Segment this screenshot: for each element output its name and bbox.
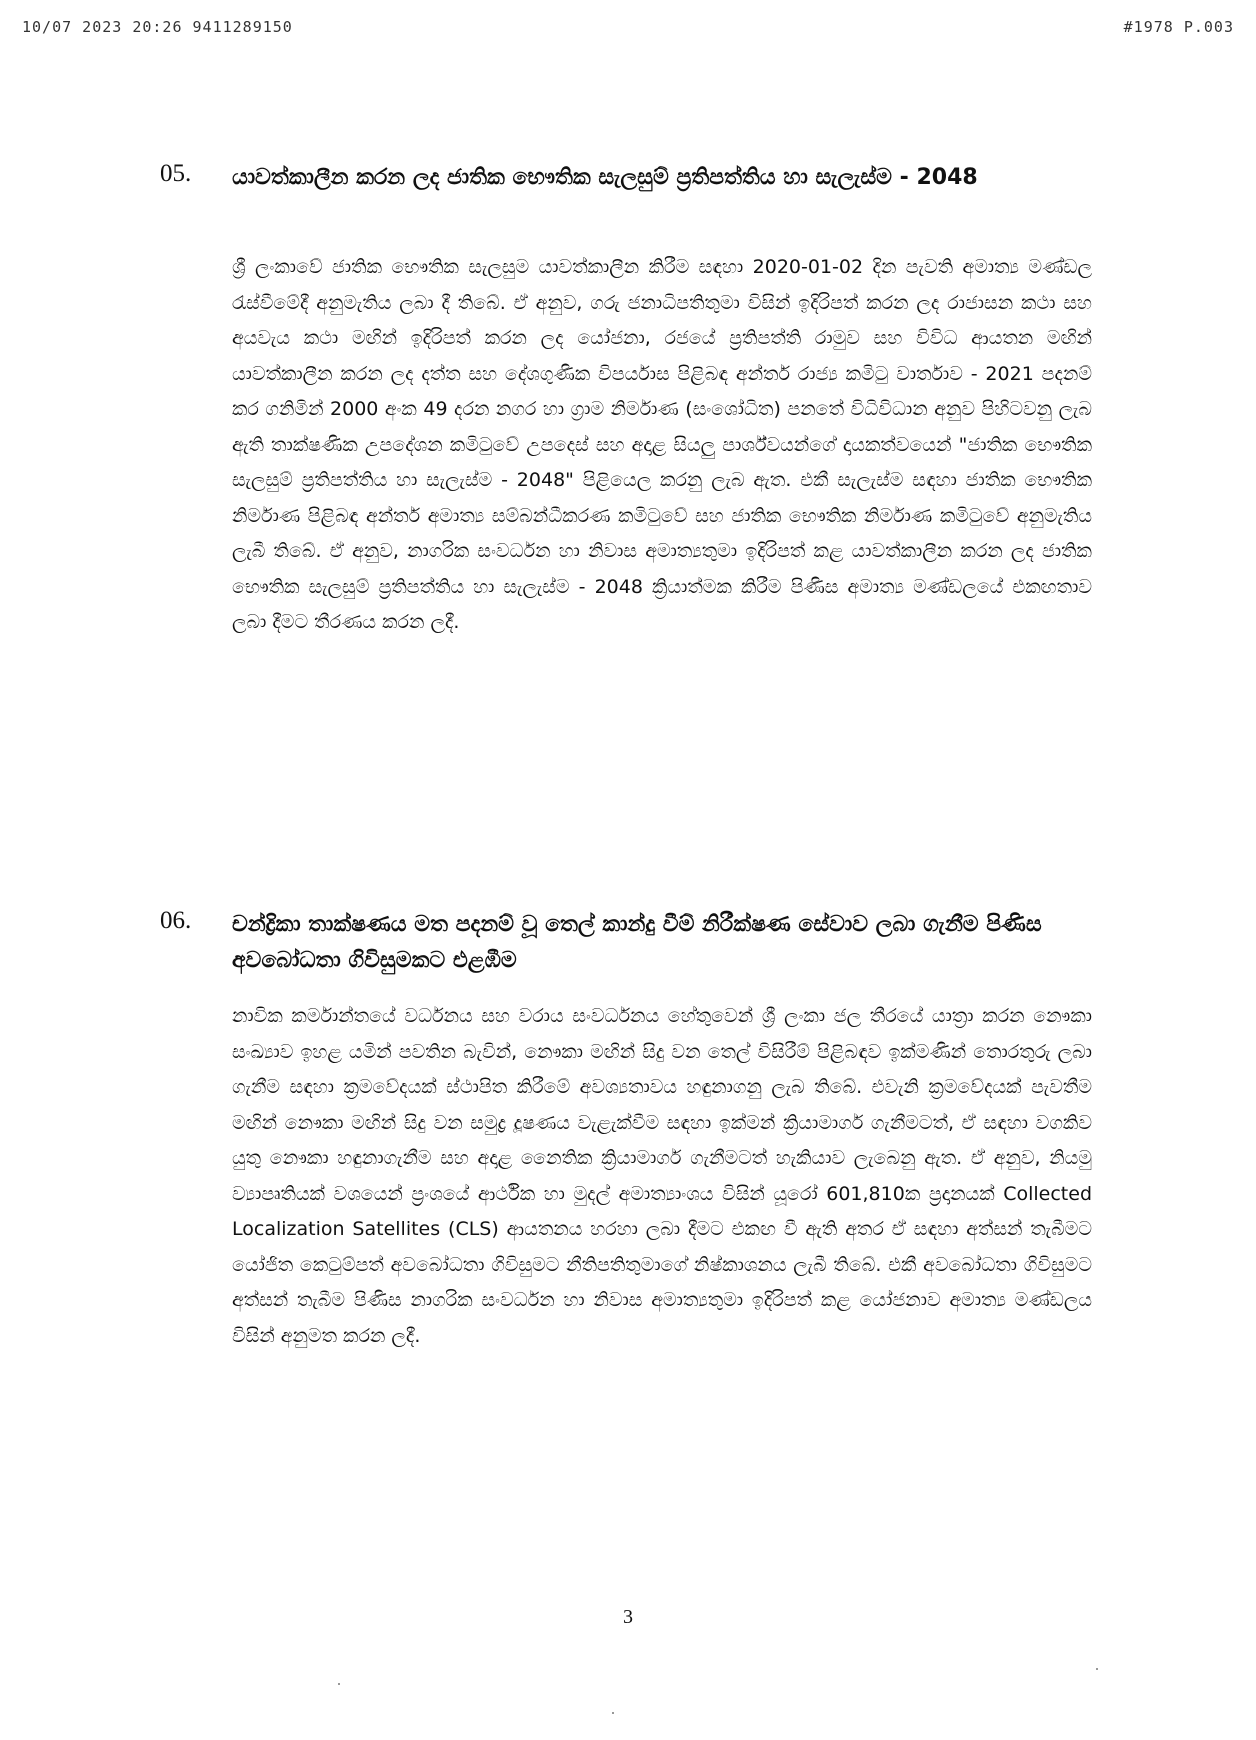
- section-title: චන්ද්‍රිකා තාක්ෂණය මත පදනම් වූ තෙල් කාන්දු වීම් නිරීක්ෂණ සේවාව ලබා ගැනීම පිණිස අවබෝධතා ගිවිසුමකට එළඹීම: [232, 912, 1042, 973]
- fax-header: [22, 18, 1234, 40]
- scan-speck: [612, 1712, 614, 1714]
- fax-timestamp: 10/07 2023 20:26 9411289150: [22, 18, 293, 36]
- section-title: යාවත්කාලීන කරන ලද ජාතික භෞතික සැලසුම් ප්‍රතිපත්තිය හා සැලැස්ම - 2048: [232, 165, 978, 190]
- scan-speck: [1096, 1668, 1098, 1670]
- section-body: ශ්‍රී ලංකාවේ ජාතික භෞතික සැලසුම යාවත්කාලීන කිරීම සඳහා 2020-01-02 දින පැවති අමාත්‍ය මණ්ඩල රැස්වීමේදී අනුමැතිය ලබා දී තිබේ. ඒ අනුව, ගරු ජනාධිපතිතුමා විසින් ඉදිරිපත් කරන ලද රාජාසන කථා සහ අයවැය කථා මඟින් ඉදිරිපත් කරන ලද යෝජනා, රජයේ ප්‍රතිපත්ති රාමුව සහ විවිධ ආයතන මඟින් යාවත්කාලීන කරන ලද දත්ත සහ දේශගුණික විපර්යාස පිළිබඳ අන්තර් රාජ්‍ය කමිටු වාර්තාව - 2021 පදනම් කර ගනිමින් 2000 අංක 49 දරන නගර හා ග්‍රාම නිර්මාණ (සංශෝධිත) පනතේ විධිවිධාන අනුව පිහිටවනු ලැබ ඇති තාක්ෂණික උපදේශන කමිටුවේ උපදෙස් සහ අදාළ සියලු පාර්ශ්වයන්ගේ දායකත්වයෙන් "ජාතික භෞතික සැලසුම් ප්‍රතිපත්තිය හා සැලැස්ම - 2048" පිළියෙල කරනු ලැබ ඇත. එකී සැලැස්ම සඳහා ජාතික භෞතික නිර්මාණ පිළිබඳ අන්තර් අමාත්‍ය සම්බන්ධීකරණ කමිටුවේ සහ ජාතික භෞතික නිර්මාණ කමිටුවේ අනුමැතිය ලැබී තිබේ. ඒ අනුව, නාගරික සංවර්ධන හා නිවාස අමාත්‍යතුමා ඉදිරිපත් කළ යාවත්කාලීන කරන ලද ජාතික භෞතික සැලසුම් ප්‍රතිපත්තිය හා සැලැස්ම - 2048 ක්‍රියාත්මක කිරීම පිණිස අමාත්‍ය මණ්ඩලයේ එකඟතාව ලබා දීමට තීරණය කරන ලදී.: [232, 256, 1092, 633]
- fax-page-id: #1978 P.003: [1123, 18, 1234, 36]
- page-number: 3: [623, 1606, 633, 1628]
- section-body: නාවික කර්මාන්තයේ වර්ධනය සහ වරාය සංවර්ධනය හේතුවෙන් ශ්‍රී ලංකා ජල තීරයේ යාත්‍රා කරන නෞකා සංඛ්‍යාව ඉහළ යමින් පවතින බැවින්, නෞකා මඟින් සිදු වන තෙල් විසිරීම් පිළිබඳව ඉක්මණින් තොරතුරු ලබා ගැනීම සඳහා ක්‍රමවේදයක් ස්ථාපිත කිරීමේ අවශ්‍යතාවය හඳුනාගනු ලැබ තිබේ. එවැනි ක්‍රමවේදයක් පැවතීම මඟින් නෞකා මඟින් සිදු වන සමුද්‍ර දූෂණය වැළැක්වීම සඳහා ඉක්මන් ක්‍රියාමාර්ග ගැනීමටත්, ඒ සඳහා වගකිව යුතු නෞකා හඳුනාගැනීම සහ අදාළ නෛතික ක්‍රියාමාර්ග ගැනීමටත් හැකියාව ලැබෙනු ඇත. ඒ අනුව, නියමු ව්‍යාපෘතියක් වශයෙන් ප්‍රංශයේ ආර්ථික හා මුදල් අමාත්‍යාංශය විසින් යූරෝ 601,810ක ප්‍රදානයක් Collected Localization Satellites (CLS) ආයතනය හරහා ලබා දීමට එකඟ වී ඇති අතර ඒ සඳහා අත්සන් තැබීමට යෝජිත කෙටුම්පත් අවබෝධතා ගිවිසුමට නීතිපතිතුමාගේ නිෂ්කාශනය ලැබී තිබේ. එකී අවබෝධතා ගිවිසුමට අත්සන් තැබීම පිණිස නාගරික සංවර්ධන හා නිවාස අමාත්‍යතුමා ඉදිරිපත් කළ යෝජනාව අමාත්‍ය මණ්ඩලය විසින් අනුමත කරන ලදී.: [232, 1005, 1092, 1347]
- section-number: 05.: [160, 160, 192, 187]
- scan-speck: [338, 1683, 340, 1685]
- section-number: 06.: [160, 907, 192, 934]
